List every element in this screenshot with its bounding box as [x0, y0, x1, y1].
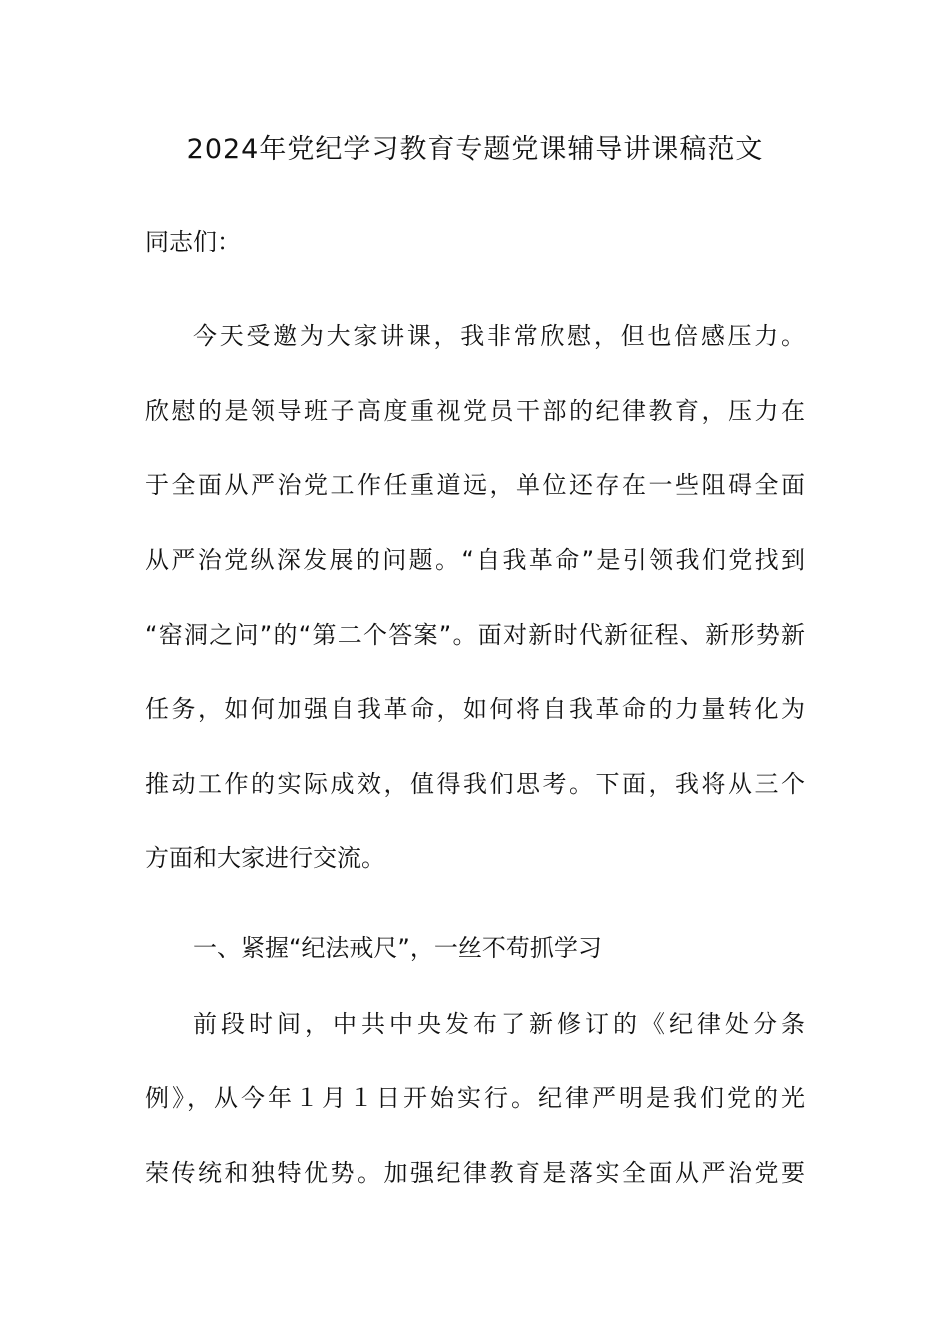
paragraph-line: 任务，如何加强自我革命，如何将自我革命的力量转化为 [145, 695, 805, 723]
paragraph-line: 推动工作的实际成效，值得我们思考。下面，我将从三个 [145, 770, 805, 798]
paragraph-line: 于全面从严治党工作任重道远，单位还存在一些阻碍全面 [145, 471, 805, 499]
paragraph-line: 欣慰的是领导班子高度重视党员干部的纪律教育，压力在 [145, 397, 805, 425]
salutation: 同志们： [145, 228, 241, 256]
document-title: 2024年党纪学习教育专题党课辅导讲课稿范文 [186, 134, 764, 165]
paragraph-line: 从严治党纵深发展的问题。“自我革命”是引领我们党找到 [145, 546, 805, 574]
paragraph-line: “窑洞之问”的“第二个答案”。面对新时代新征程、新形势新 [145, 621, 805, 649]
paragraph-line: 前段时间，中共中央发布了新修订的《纪律处分条 [193, 1010, 805, 1038]
paragraph-line: 方面和大家进行交流。 [145, 844, 385, 872]
section-heading: 一、紧握“纪法戒尺”，一丝不苟抓学习 [193, 934, 602, 962]
paragraph-line: 今天受邀为大家讲课，我非常欣慰，但也倍感压力。 [193, 322, 805, 350]
paragraph-line: 例》，从今年１月１日开始实行。纪律严明是我们党的光 [145, 1084, 805, 1112]
paragraph-line: 荣传统和独特优势。加强纪律教育是落实全面从严治党要 [145, 1159, 805, 1187]
